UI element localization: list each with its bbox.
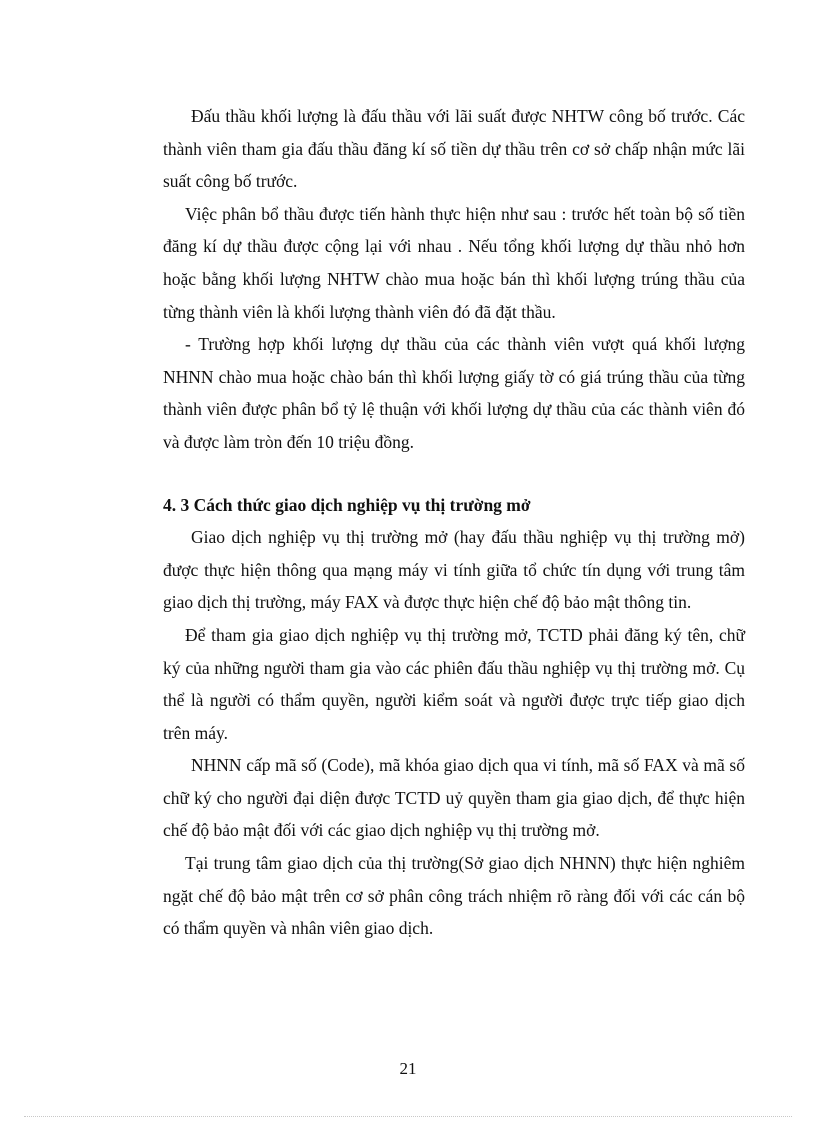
paragraph-transaction-network: Giao dịch nghiệp vụ thị trường mở (hay đấu thầu nghiệp vụ thị trường mở) được thực hiện thông qua mạng máy vi tính giữa tổ chức tín dụng với trung tâm giao dịch thị trường, máy FAX và được thực hiện chế độ bảo mật thông tin. xyxy=(163,527,745,613)
paragraph-volume-auction: Đấu thầu khối lượng là đấu thầu với lãi suất được NHTW công bố trước. Các thành viên tham gia đấu thầu đăng kí số tiền dự thầu trên cơ sở chấp nhận mức lãi suất công bố trước. xyxy=(163,106,745,192)
section-heading: 4. 3 Cách thức giao dịch nghiệp vụ thị trường mở xyxy=(163,494,531,515)
paragraph-security: Tại trung tâm giao dịch của thị trường(Sở giao dịch NHNN) thực hiện nghiêm ngặt chế độ bảo mật trên cơ sở phân công trách nhiệm rõ ràng đối với các cán bộ có thẩm quyền và nhân viên giao dịch. xyxy=(163,853,745,939)
paragraph-oversubscription: - Trường hợp khối lượng dự thầu của các thành viên vượt quá khối lượng NHNN chào mua hoặc chào bán thì khối lượng giấy tờ có giá trúng thầu của từng thành viên được phân bổ tỷ lệ thuận với khối lượng dự thầu của các thành viên đó và được làm tròn đến 10 triệu đồng. xyxy=(163,334,745,452)
page-bottom-divider xyxy=(24,1116,792,1117)
page-body xyxy=(163,100,745,945)
page-number: 21 xyxy=(399,1059,417,1078)
paragraph-allocation: Việc phân bổ thầu được tiến hành thực hiện như sau : trước hết toàn bộ số tiền đăng kí dự thầu được cộng lại với nhau . Nếu tổng khối lượng dự thầu nhỏ hơn hoặc bằng khối lượng NHTW chào mua hoặc bán thì khối lượng trúng thầu của từng thành viên là khối lượng thành viên đó đã đặt thầu. xyxy=(163,203,745,322)
paragraph-registration: Để tham gia giao dịch nghiệp vụ thị trường mở, TCTD phải đăng ký tên, chữ ký của những người tham gia vào các phiên đấu thầu nghiệp vụ thị trường mở. Cụ thể là người có thẩm quyền, người kiểm soát và người được trực tiếp giao dịch trên máy. xyxy=(163,624,745,743)
paragraph-codes: NHNN cấp mã số (Code), mã khóa giao dịch qua vi tính, mã số FAX và mã số chữ ký cho người đại diện được TCTD uỷ quyền tham gia giao dịch, để thực hiện chế độ bảo mật đối với các giao dịch nghiệp vụ thị trường mở. xyxy=(163,755,745,841)
